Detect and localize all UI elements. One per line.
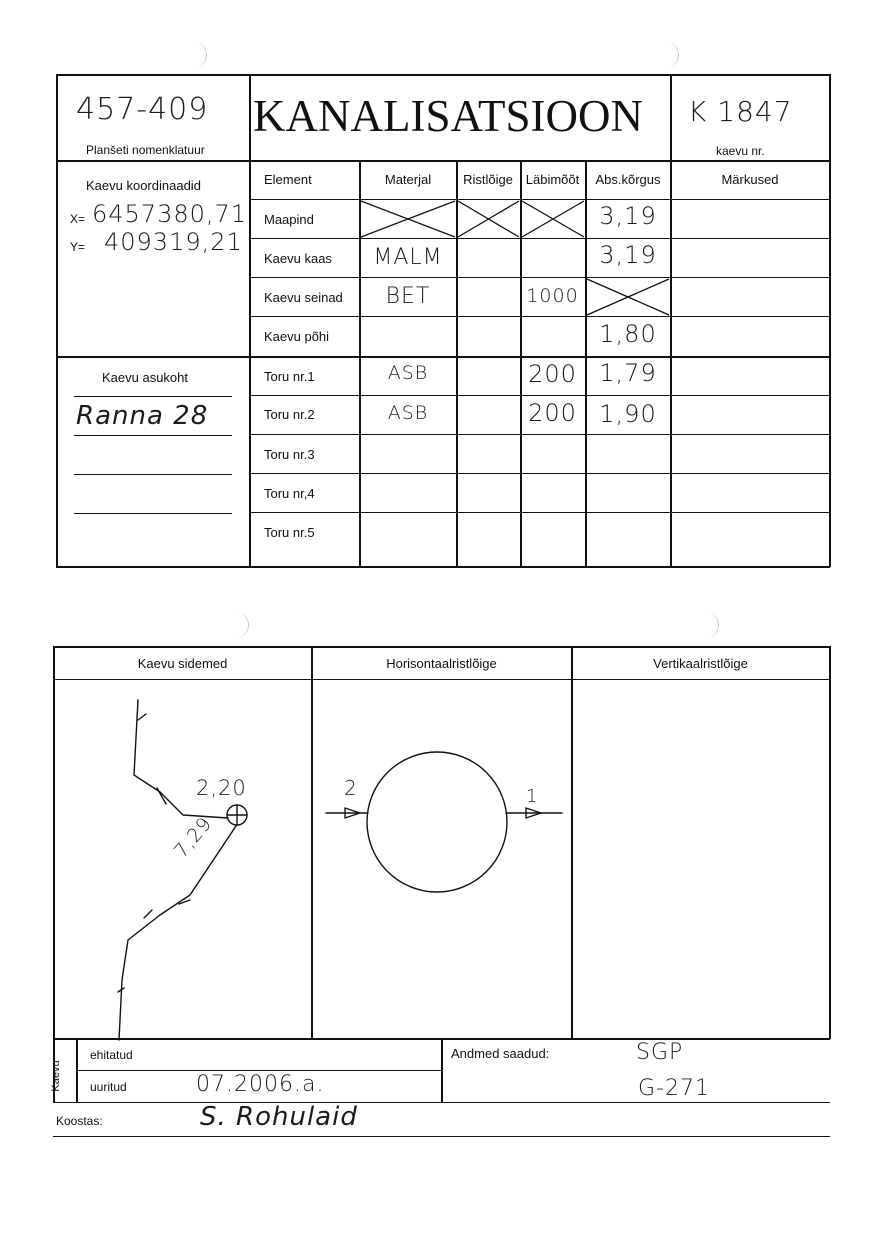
well-number-value: K 1847 <box>688 95 793 128</box>
location-label: Kaevu asukoht <box>102 370 189 385</box>
row-label-maapind: Maapind <box>264 212 314 227</box>
sidemed-tick-1 <box>138 714 146 720</box>
row-label-toru-1: Toru nr.1 <box>264 369 315 384</box>
andmed-value-1: SGP <box>636 1040 684 1065</box>
row-label-toru-3: Toru nr.3 <box>264 447 315 462</box>
toru-1-materjal-value: ASB <box>387 362 429 384</box>
sidemed-pipe-label: 7,29 <box>170 812 217 863</box>
sidemed-top-label: 2,20 <box>196 776 247 800</box>
maapind-abs-value: 3,19 <box>599 202 657 230</box>
kaevu-kaas-abs-value: 3,19 <box>599 241 657 269</box>
punch-hole-1 <box>190 42 207 68</box>
nomenclature-label: Planšeti nomenklatuur <box>86 143 205 157</box>
coord-y-value: 409319,21 <box>104 228 243 256</box>
col-header-markused: Märkused <box>721 172 779 187</box>
kaevu-pohi-abs-value: 1,80 <box>599 320 657 348</box>
page-title: KANALISATSIOON <box>253 91 643 141</box>
andmed-value-2: G-271 <box>638 1076 710 1101</box>
pipe-in-arrow <box>345 808 360 818</box>
coordinates-label: Kaevu koordinaadid <box>86 178 201 193</box>
uuritud-value: 07.2006.a. <box>196 1072 325 1097</box>
coord-y-label: Y= <box>70 240 86 254</box>
col-header-ristloige: Ristlõige <box>463 172 513 187</box>
kaevu-seinad-materjal-value: BET <box>385 284 431 309</box>
andmed-saadud-label: Andmed saadud: <box>451 1046 550 1061</box>
row-label-toru-5: Toru nr.5 <box>264 525 315 540</box>
col-header-labimoot: Läbimõõt <box>525 172 580 187</box>
kaevu-seinad-labimoot-value: 1000 <box>526 285 579 307</box>
vertikaal-header: Vertikaalristlõige <box>653 656 748 671</box>
cross-seinad-abs <box>587 279 669 315</box>
col-header-abs: Abs.kõrgus <box>595 172 661 187</box>
sidemed-lower-pipe <box>119 826 236 1040</box>
uuritud-label: uuritud <box>90 1080 127 1094</box>
row-label-toru-4: Toru nr,4 <box>264 486 315 501</box>
pipe-in-label: 2 <box>344 776 358 800</box>
toru-1-abs-value: 1,79 <box>599 359 657 387</box>
manhole-section-circle <box>367 752 507 892</box>
well-number-label: kaevu nr. <box>716 144 765 158</box>
row-label-kaevu-kaas: Kaevu kaas <box>264 251 332 266</box>
ehitatud-label: ehitatud <box>90 1048 133 1062</box>
sidemed-tick-3 <box>179 900 190 904</box>
location-value: Ranna 28 <box>76 401 209 431</box>
row-label-kaevu-seinad: Kaevu seinad <box>264 290 343 305</box>
coord-x-label: X= <box>70 212 86 226</box>
nomenclature-value: 457-409 <box>76 92 209 127</box>
punch-hole-4 <box>702 612 719 638</box>
toru-2-abs-value: 1,90 <box>599 400 657 428</box>
sidemed-manhole-symbol <box>227 805 247 825</box>
kaevu-side-label: Kaevu <box>50 1060 62 1092</box>
punch-hole-3 <box>232 612 249 638</box>
koostas-label: Koostas: <box>56 1114 103 1128</box>
punch-hole-2 <box>662 42 679 68</box>
cross-maapind-labimoot <box>522 201 584 237</box>
toru-1-labimoot-value: 200 <box>528 360 577 388</box>
row-label-kaevu-pohi: Kaevu põhi <box>264 329 330 344</box>
pipe-out-arrow <box>526 808 541 818</box>
toru-2-labimoot-value: 200 <box>528 399 577 427</box>
koostas-value: S. Rohulaid <box>200 1102 358 1132</box>
sidemed-tick-4 <box>144 910 152 918</box>
sidemed-tick-2 <box>157 788 166 804</box>
kaevu-kaas-materjal-value: MALM <box>373 245 443 270</box>
col-header-materjal: Materjal <box>384 172 432 187</box>
sidemed-upper-pipe <box>134 700 228 818</box>
sidemed-tick-5 <box>118 988 124 992</box>
toru-2-materjal-value: ASB <box>387 402 429 424</box>
row-label-toru-2: Toru nr.2 <box>264 407 315 422</box>
coord-x-value: 6457380,71 <box>92 200 248 228</box>
cross-maapind-materjal <box>361 201 455 237</box>
horisontaal-header: Horisontaalristlõige <box>386 656 497 671</box>
cross-maapind-ristloige <box>458 201 519 237</box>
sidemed-header: Kaevu sidemed <box>137 656 228 671</box>
pipe-out-label: 1 <box>526 786 539 807</box>
col-header-element: Element <box>264 172 312 187</box>
